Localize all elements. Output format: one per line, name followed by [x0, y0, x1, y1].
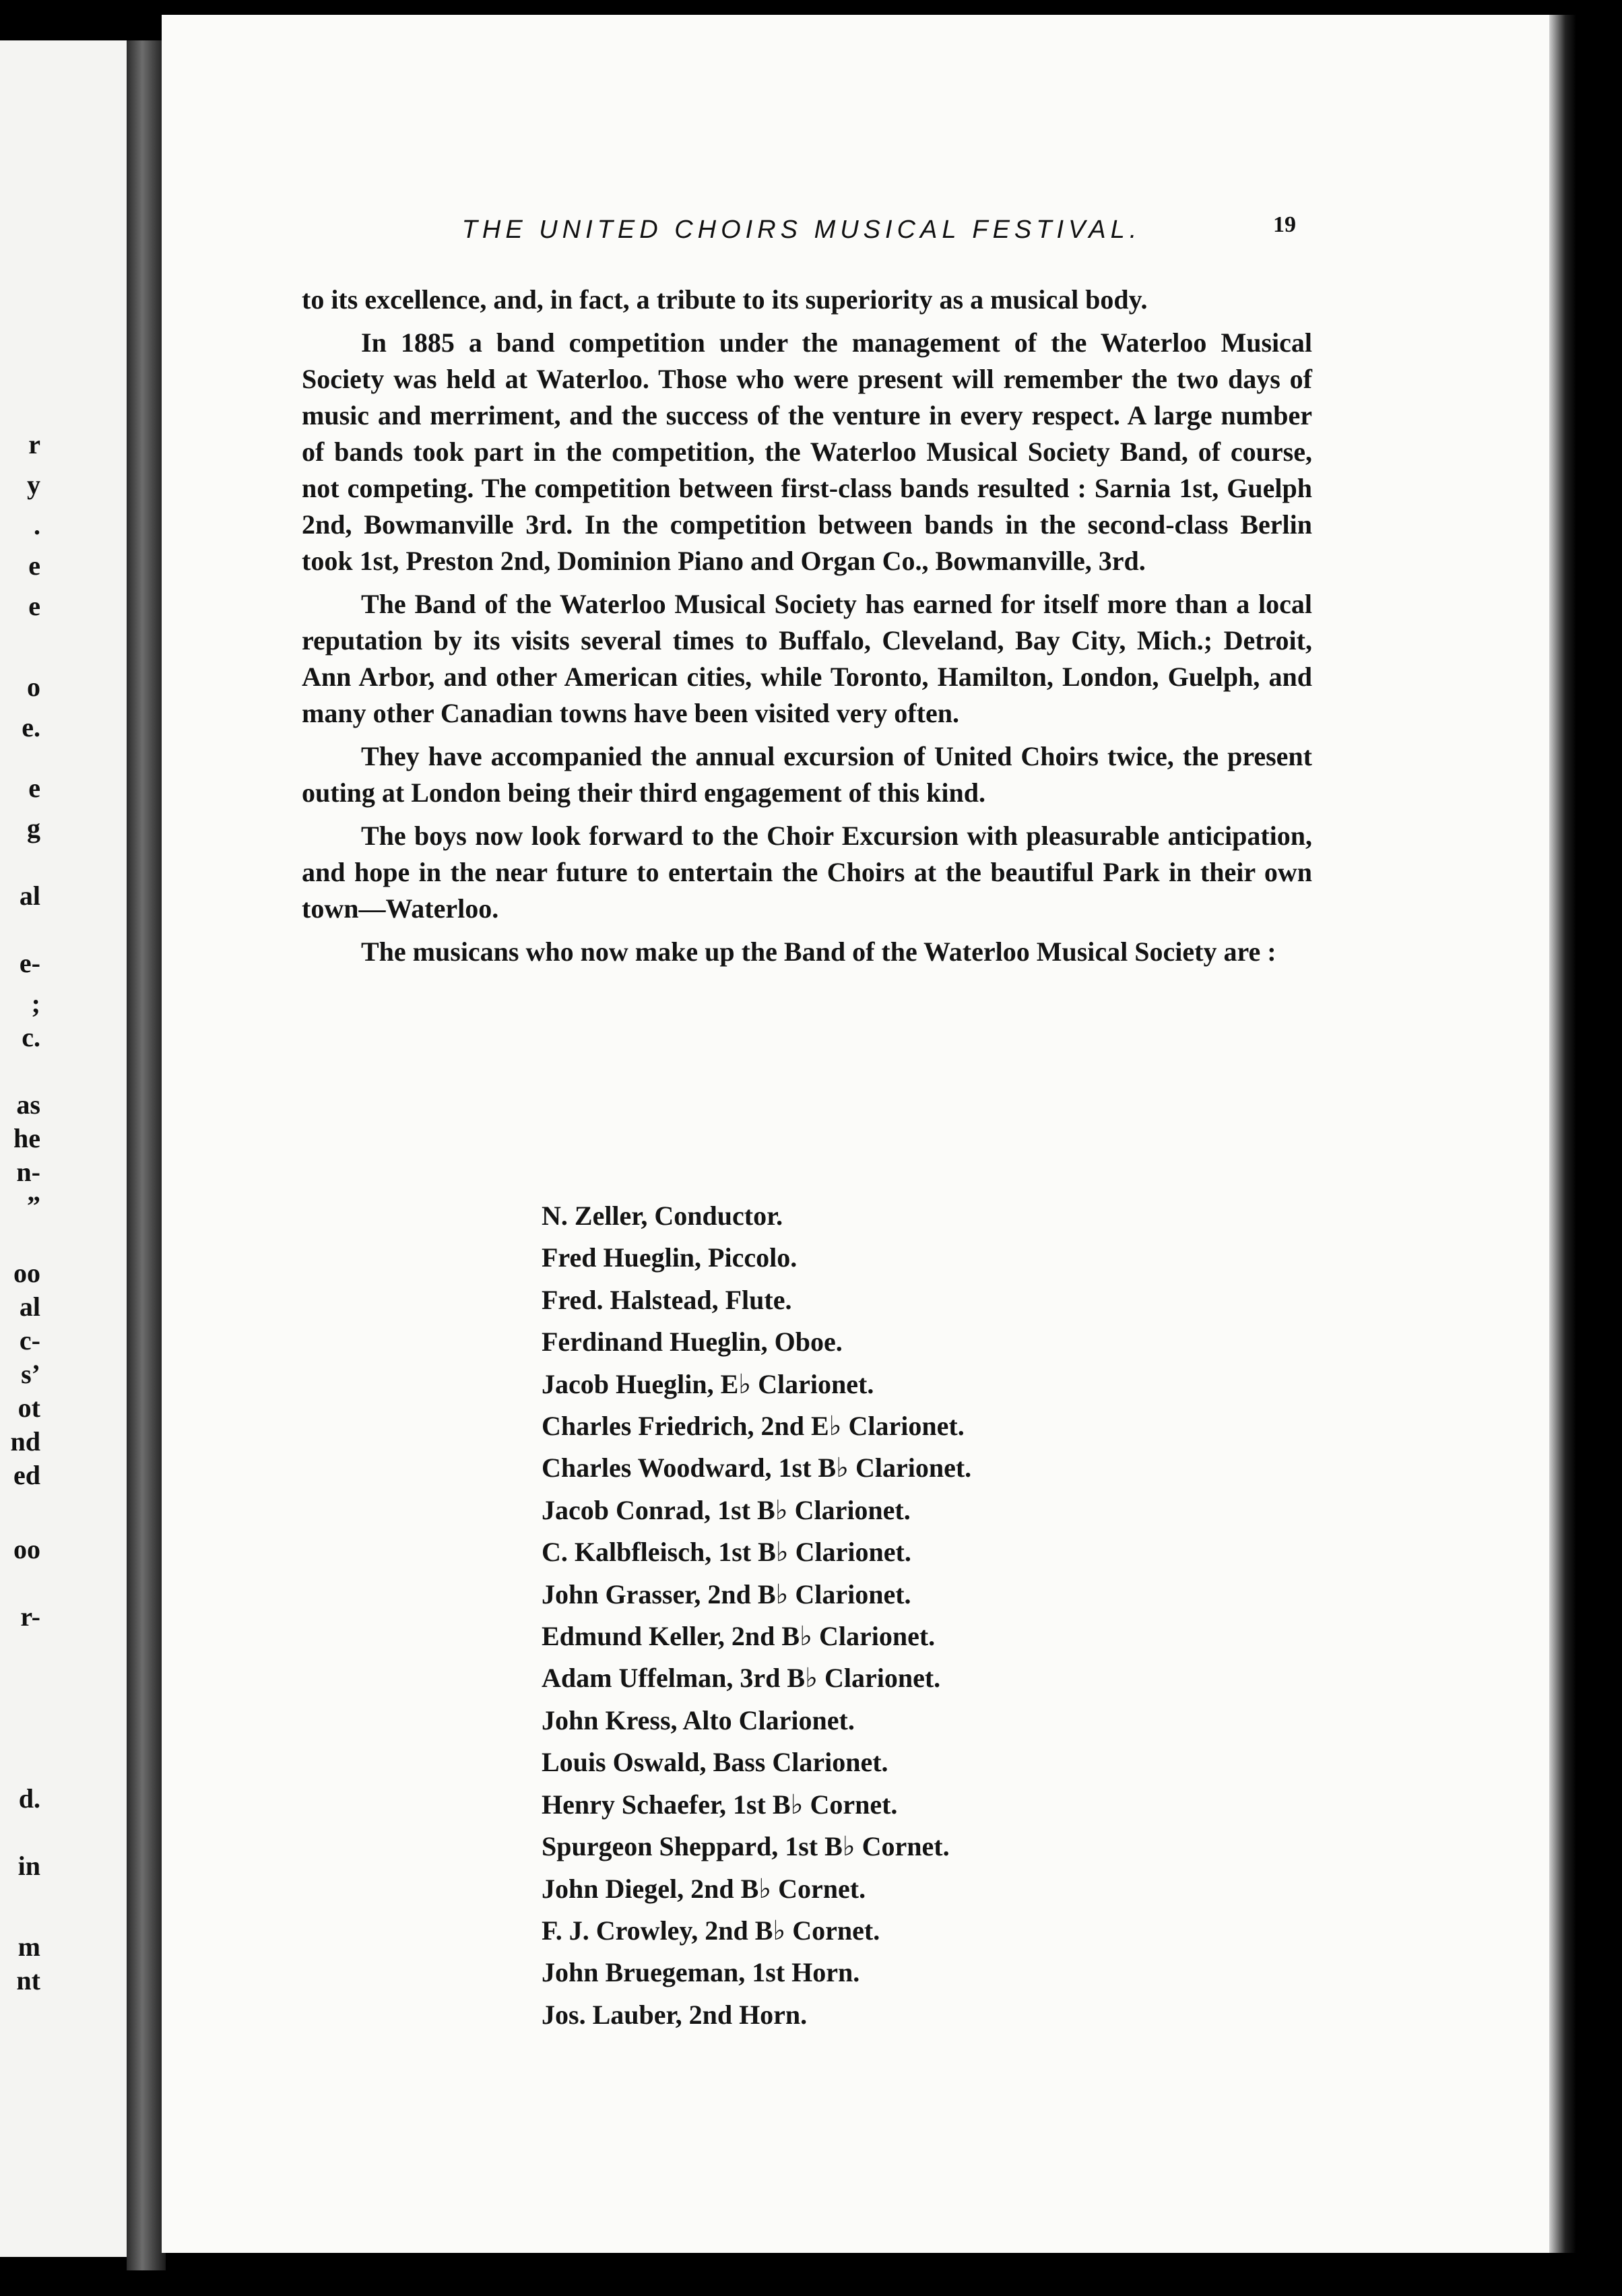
list-item: John Grasser, 2nd B♭ Clarionet.	[542, 1578, 911, 1609]
list-item: John Diegel, 2nd B♭ Cornet.	[542, 1873, 866, 1904]
left-page-fragment: o	[27, 672, 40, 702]
list-item: F. J. Crowley, 2nd B♭ Cornet.	[542, 1915, 880, 1946]
list-item: Edmund Keller, 2nd B♭ Clarionet.	[542, 1621, 936, 1652]
left-page-fragment: ed	[13, 1460, 40, 1490]
list-item: Ferdinand Hueglin, Oboe.	[542, 1327, 843, 1358]
list-item: John Kress, Alto Clarionet.	[542, 1704, 855, 1735]
paragraph: The boys now look forward to the Choir Excursion with pleasurable anticipation, and hope in the near future to entertain the Choirs at the beautiful Park in their own town—Waterloo.	[302, 821, 1312, 924]
left-page-fragment: in	[18, 1851, 40, 1881]
left-page-fragment: oo	[13, 1534, 40, 1564]
left-page-fragment: ot	[18, 1393, 40, 1423]
left-page-fragment: c-	[19, 1325, 40, 1356]
left-page-fragment: as	[16, 1089, 40, 1120]
page-edge-shadow	[1549, 15, 1576, 2253]
left-page-fragment: r-	[20, 1601, 40, 1632]
list-item: Jacob Hueglin, E♭ Clarionet.	[542, 1368, 874, 1399]
left-page-fragment: ;	[31, 988, 40, 1019]
left-page-fragment: m	[18, 1932, 40, 1962]
left-page-fragment: e	[28, 773, 40, 803]
left-page-fragment: d.	[18, 1783, 40, 1814]
left-page-fragment: e-	[19, 948, 40, 978]
left-page-fragment: oo	[13, 1258, 40, 1288]
left-page-fragment: c.	[22, 1022, 40, 1052]
left-page-fragment: .	[34, 510, 40, 540]
list-item: Charles Friedrich, 2nd E♭ Clarionet.	[542, 1411, 965, 1442]
paragraph: The Band of the Waterloo Musical Society has earned for itself more than a local reputation by its visits several times to Buffalo, Cleveland, Bay City, Mich.; Detroit, Ann Arbor, and other American cities, while Toronto, Hamilton, London, Guelph, and many other Canadian towns have been visited very often.	[302, 589, 1312, 728]
left-page-fragment: ”	[27, 1190, 40, 1221]
list-item: Henry Schaefer, 1st B♭ Cornet.	[542, 1789, 898, 1820]
list-item: C. Kalbfleisch, 1st B♭ Clarionet.	[542, 1537, 911, 1568]
book-gutter	[127, 40, 166, 2270]
list-item: Jacob Conrad, 1st B♭ Clarionet.	[542, 1494, 911, 1525]
paragraph: In 1885 a band competition under the management of the Waterloo Musical Society was held at Waterloo. Those who were present will remember the two days of music and merriment, and the success of the venture in every respect. A large number of bands took part in the competition, the Waterloo Musical Society Band, of course, not competing. The competition between first-class bands resulted : Sarnia 1st, Guelph 2nd, Bowmanville 3rd. In the competition between bands in the second-class Berlin took 1st, Preston 2nd, Dominion Piano and Organ Co., Bowmanville, 3rd.	[302, 327, 1312, 576]
left-page-fragment: e.	[22, 712, 40, 742]
list-item: Fred Hueglin, Piccolo.	[542, 1242, 798, 1273]
page-number: 19	[1273, 212, 1296, 237]
band-members-list	[542, 1195, 1283, 2036]
left-page	[0, 40, 135, 2257]
left-page-fragment: r	[28, 429, 40, 459]
paragraph: They have accompanied the annual excursion of United Choirs twice, the present outing at London being their third engagement of this kind.	[302, 741, 1312, 808]
body-text	[302, 282, 1312, 977]
running-head: THE UNITED CHOIRS MUSICAL FESTIVAL.	[461, 216, 1142, 244]
list-item: Adam Uffelman, 3rd B♭ Clarionet.	[542, 1663, 941, 1694]
left-page-fragment: al	[19, 881, 40, 911]
left-page-fragment: nt	[16, 1965, 40, 1996]
list-item: Spurgeon Sheppard, 1st B♭ Cornet.	[542, 1831, 950, 1862]
left-page-fragment: y	[27, 470, 40, 500]
left-page-fragment: e	[28, 591, 40, 621]
list-item: N. Zeller, Conductor.	[542, 1201, 783, 1231]
list-item: Charles Woodward, 1st B♭ Clarionet.	[542, 1453, 972, 1484]
list-item: John Bruegeman, 1st Horn.	[542, 1957, 860, 1988]
left-page-text-fragments	[0, 40, 135, 2257]
paragraph: to its excellence, and, in fact, a tribute to its superiority as a musical body.	[302, 284, 1148, 315]
list-item: Louis Oswald, Bass Clarionet.	[542, 1747, 888, 1778]
left-page-fragment: s’	[21, 1359, 40, 1389]
left-page-fragment: al	[19, 1292, 40, 1322]
left-page-fragment: nd	[10, 1426, 40, 1457]
left-page-fragment: g	[27, 813, 40, 843]
left-page-fragment: n-	[16, 1157, 40, 1187]
list-item: Fred. Halstead, Flute.	[542, 1284, 792, 1315]
left-page-fragment: he	[13, 1123, 40, 1153]
paragraph: The musicans who now make up the Band of the Waterloo Musical Society are :	[361, 936, 1276, 967]
list-item: Jos. Lauber, 2nd Horn.	[542, 1999, 808, 2030]
left-page-fragment: e	[28, 550, 40, 581]
